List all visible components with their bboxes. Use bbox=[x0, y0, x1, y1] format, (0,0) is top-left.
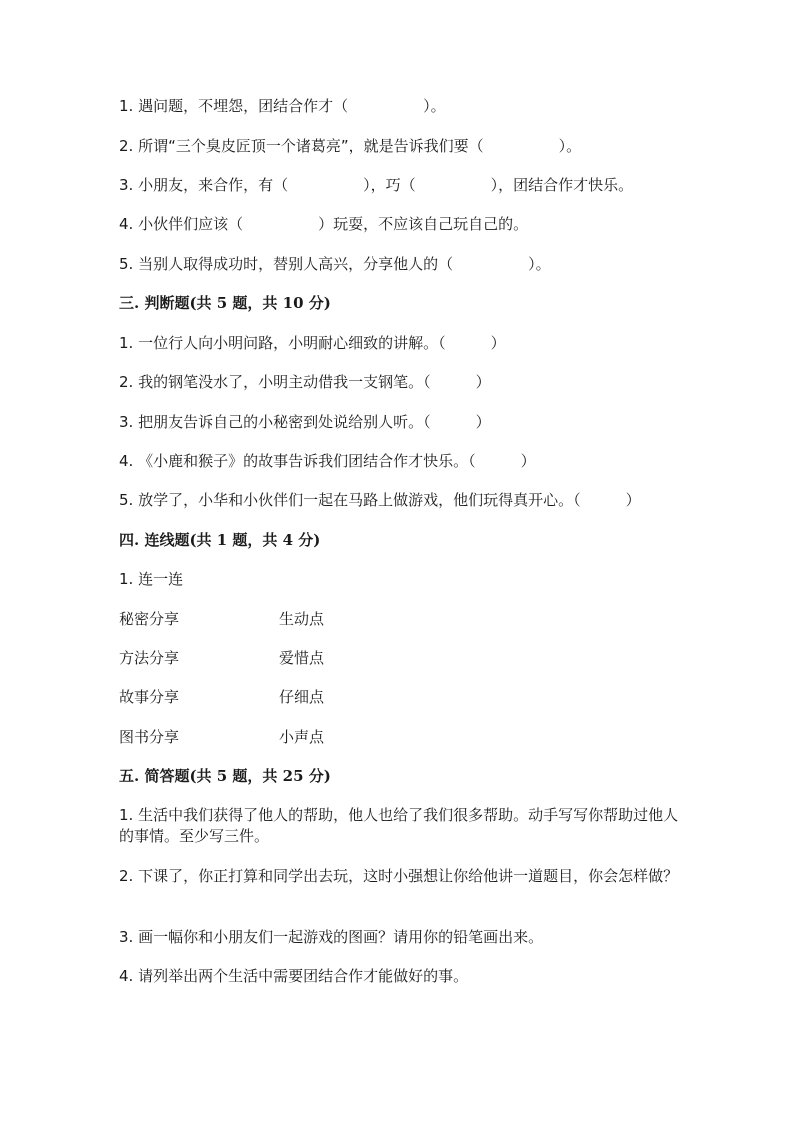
match-left-3: 故事分享 bbox=[119, 688, 180, 706]
match-right-1: 生动点 bbox=[279, 610, 325, 628]
match-right-3: 仔细点 bbox=[279, 688, 325, 706]
judge-item-5: 5. 放学了，小华和小伙伴们一起在马路上做游戏，他们玩得真开心。（ ） bbox=[119, 491, 641, 509]
short-answer-item-2: 2. 下课了，你正打算和同学出去玩，这时小强想让你给他讲一道题目，你会怎样做？ bbox=[119, 867, 679, 885]
fill-blank-item-4: 4. 小伙伴们应该（ ）玩耍，不应该自己玩自己的。 bbox=[119, 215, 529, 233]
section5-heading: 五. 简答题(共 5 题，共 25 分) bbox=[119, 767, 331, 785]
judge-item-1: 1. 一位行人向小明问路，小明耐心细致的讲解。（ ） bbox=[119, 334, 506, 352]
match-right-2: 爱惜点 bbox=[279, 649, 325, 667]
section3-heading: 三. 判断题(共 5 题，共 10 分) bbox=[119, 294, 331, 312]
judge-item-4: 4. 《小鹿和猴子》的故事告诉我们团结合作才快乐。（ ） bbox=[119, 452, 536, 470]
fill-blank-item-1: 1. 遇问题，不埋怨，团结合作才（ ）。 bbox=[119, 97, 446, 115]
match-question: 1. 连一连 bbox=[119, 570, 184, 588]
match-right-4: 小声点 bbox=[279, 728, 325, 746]
judge-item-2: 2. 我的钢笔没水了，小明主动借我一支钢笔。（ ） bbox=[119, 373, 491, 391]
fill-blank-item-5: 5. 当别人取得成功时，替别人高兴，分享他人的（ ）。 bbox=[119, 255, 551, 273]
fill-blank-item-3: 3. 小朋友，来合作，有（ ），巧（ ），团结合作才快乐。 bbox=[119, 176, 634, 194]
judge-item-3: 3. 把朋友告诉自己的小秘密到处说给别人听。（ ） bbox=[119, 413, 491, 431]
match-left-2: 方法分享 bbox=[119, 649, 180, 667]
short-answer-item-3: 3. 画一幅你和小朋友们一起游戏的图画？请用你的铅笔画出来。 bbox=[119, 928, 544, 946]
section4-heading: 四. 连线题(共 1 题，共 4 分) bbox=[119, 531, 321, 549]
match-left-4: 图书分享 bbox=[119, 728, 180, 746]
short-answer-item-4: 4. 请列举出两个生活中需要团结合作才能做好的事。 bbox=[119, 967, 469, 985]
fill-blank-item-2: 2. 所谓“三个臭皮匠顶一个诸葛亮”，就是告诉我们要（ ）。 bbox=[119, 137, 582, 155]
short-answer-item-1: 1. 生活中我们获得了他人的帮助，他人也给了我们很多帮助。动手写写你帮助过他人的事情。至少写三件。 bbox=[119, 806, 679, 845]
match-left-1: 秘密分享 bbox=[119, 610, 180, 628]
